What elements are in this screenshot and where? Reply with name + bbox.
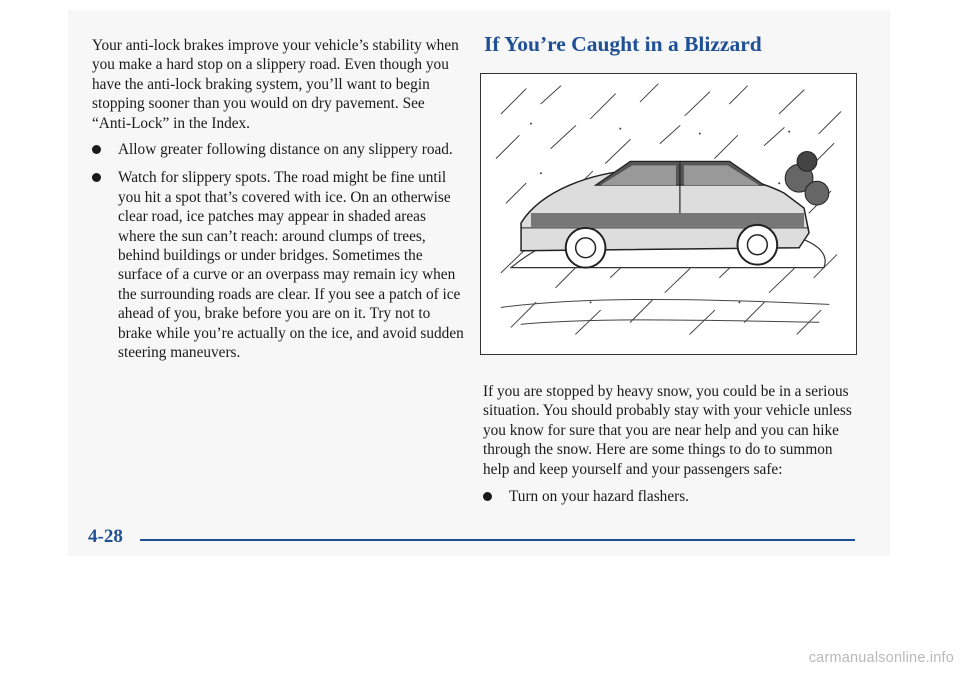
- blizzard-paragraph: If you are stopped by heavy snow, you could be in a serious situation. You should probably stay with your vehicle unless you know for sure that you are near help and you can hike through the snow. Here are some things to do to summon help and keep yourself and your passengers safe:: [483, 383, 852, 478]
- bullet-text: Allow greater following distance on any slippery road.: [118, 141, 453, 159]
- left-column: [92, 36, 467, 372]
- intro-paragraph: Your anti-lock brakes improve your vehicle’s stability when you make a hard stop on a slippery road. Even though you have the anti-lock braking system, you’ll want to begin stopping sooner than you would on dry pavement. See “Anti-Lock” in the Index.: [92, 37, 459, 132]
- bullet-item: [483, 487, 858, 506]
- footer-divider: [140, 539, 855, 541]
- ground-lines: [501, 299, 829, 324]
- bullet-icon: [92, 145, 101, 154]
- bullet-icon: [483, 492, 492, 501]
- snowed-in-car-image: [481, 74, 856, 354]
- bullet-item: [92, 140, 467, 159]
- bullet-text: Watch for slippery spots. The road might be fine until you hit a spot that’s covered with ice. On an otherwise clear road, ice patches may appear in shaded areas where the sun can’t reach: around clumps of trees, behind buildings or under bridges. Sometimes the surface of a curve or an overpass may remain icy when the surrounding roads are clear. If you see a patch of ice ahead of you, brake before you are on it. Try not to brake while you’re actually on the ice, and avoid sudden steering maneuvers.: [118, 169, 464, 362]
- blizzard-car-illustration: [480, 73, 857, 355]
- bullet-text: Turn on your hazard flashers.: [509, 488, 689, 506]
- exhaust-smoke: [785, 151, 829, 205]
- watermark: [0, 650, 960, 666]
- section-title: If You’re Caught in a Blizzard: [484, 32, 762, 56]
- page-number: 4-28: [88, 526, 123, 547]
- right-column: [483, 382, 858, 515]
- bullet-icon: [92, 173, 101, 182]
- bullet-item: [92, 168, 467, 362]
- watermark-text: carmanualsonline.info: [808, 650, 954, 666]
